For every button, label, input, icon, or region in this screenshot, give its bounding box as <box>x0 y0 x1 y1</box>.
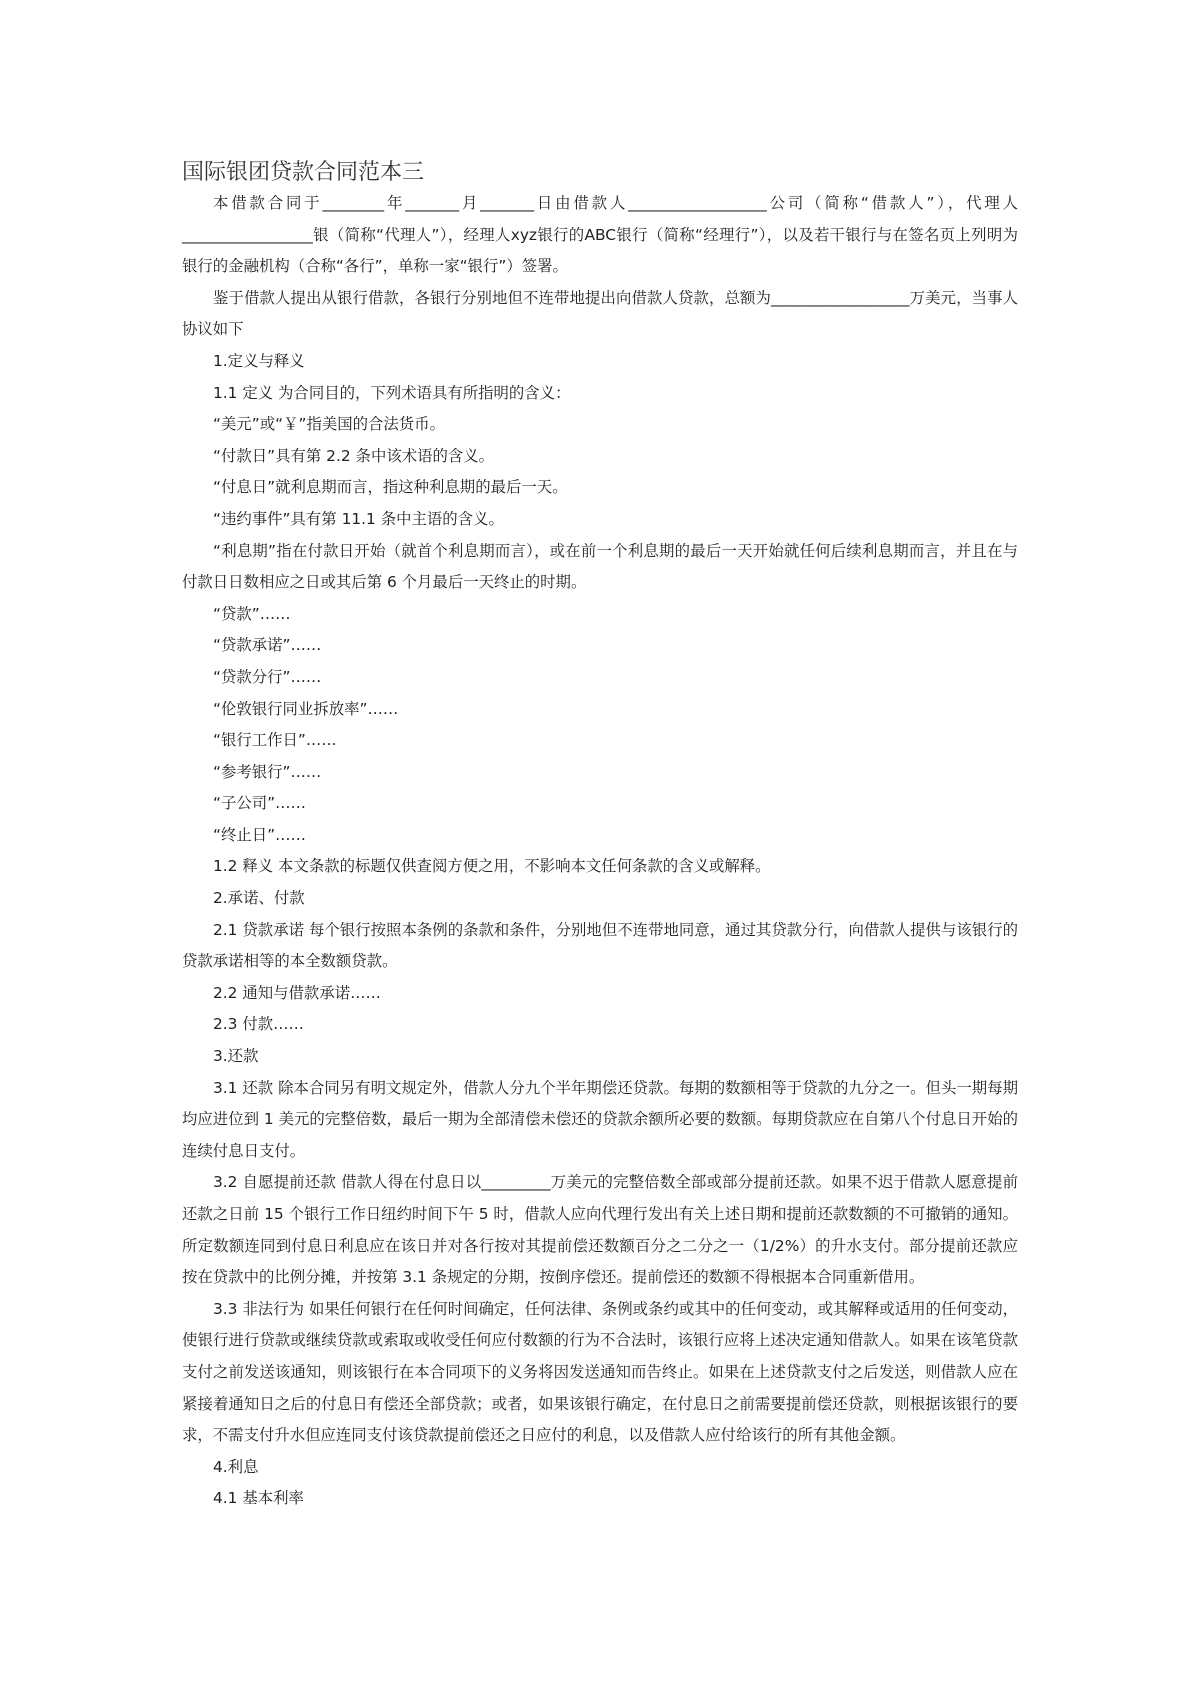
paragraph: “付息日”就利息期而言，指这种利息期的最后一天。 <box>213 478 568 497</box>
paragraph: 3.还款 <box>213 1047 259 1066</box>
paragraph: 1.2 释义 本文条款的标题仅供查阅方便之用，不影响本文任何条款的含义或解释。 <box>213 857 771 876</box>
paragraph: 2.1 贷款承诺 每个银行按照本条例的条款和条件，分别地但不连带地同意，通过其贷款分行，向借款人提供与该银行的贷款承诺相等的本全数额贷款。 <box>182 920 1018 971</box>
paragraph: 4.1 基本利率 <box>213 1489 304 1508</box>
paragraph: 2.2 通知与借款承诺…… <box>213 983 381 1002</box>
paragraph: 3.1 还款 除本合同另有明文规定外，借款人分九个半年期偿还贷款。每期的数额相等于贷款的九分之一。但头一期每期均应进位到 1 美元的完整倍数，最后一期为全部清偿未偿还的贷款余额所必要的数额。每期贷款应在自第八个付息日开始的连续付息日支付。 <box>182 1078 1018 1160</box>
paragraph: 1.定义与释义 <box>213 351 305 370</box>
document-title: 国际银团贷款合同范本三 <box>182 160 425 185</box>
paragraph: “终止日”…… <box>213 825 306 844</box>
paragraph-list <box>182 188 1018 1515</box>
paragraph: 鉴于借款人提出从银行借款，各银行分别地但不连带地提出向借款人贷款，总额为__________________万美元，当事人协议如下 <box>182 288 1018 339</box>
paragraph: “美元”或“￥”指美国的合法货币。 <box>213 415 445 434</box>
paragraph: 2.3 付款…… <box>213 1015 304 1034</box>
paragraph: 1.1 定义 为合同目的，下列术语具有所指明的含义： <box>213 383 571 402</box>
paragraph: “利息期”指在付款日开始（就首个利息期而言），或在前一个利息期的最后一天开始就任何后续利息期而言，并且在与付款日日数相应之日或其后第 6 个月最后一天终止的时期。 <box>182 541 1018 592</box>
paragraph: “参考银行”…… <box>213 762 322 781</box>
paragraph: 本借款合同于________年_______月_______日由借款人__________________公司（简称“借款人”），代理人_________________银（简称“代理人”），经理人xyz银行的ABC银行（简称“经理行”），以及若干银行与在签名页上列明为银行的金融机构（合称“各行”，单称一家“银行”）签署。 <box>182 194 1018 276</box>
paragraph: 3.2 自愿提前还款 借款人得在付息日以_________万美元的完整倍数全部或部分提前还款。如果不迟于借款人愿意提前还款之日前 15 个银行工作日纽约时间下午 5 时，借款人应向代理行发出有关上述日期和提前还款数额的不可撤销的通知。所定数额连同到付息日利息应在该日并对各行按对其提前偿还数额百分之二分之一（1/2%）的升水支付。部分提前还款应按在贷款中的比例分摊，并按第 3.1 条规定的分期，按倒序偿还。提前偿还的数额不得根据本合同重新借用。 <box>182 1173 1018 1287</box>
paragraph: “贷款承诺”…… <box>213 636 322 655</box>
paragraph: 3.3 非法行为 如果任何银行在任何时间确定，任何法律、条例或条约或其中的任何变动，或其解释或适用的任何变动，使银行进行贷款或继续贷款或索取或收受任何应付数额的行为不合法时，该银行应将上述决定通知借款人。如果在该笔贷款支付之前发送该通知，则该银行在本合同项下的义务将因发送通知而告终止。如果在上述贷款支付之后发送，则借款人应在紧接着通知日之后的付息日有偿还全部贷款；或者，如果该银行确定，在付息日之前需要提前偿还贷款，则根据该银行的要求，不需支付升水但应连同支付该贷款提前偿还之日应付的利息，以及借款人应付给该行的所有其他金额。 <box>182 1299 1018 1445</box>
paragraph: “银行工作日”…… <box>213 731 337 750</box>
paragraph: “子公司”…… <box>213 794 306 813</box>
document-body <box>182 158 1018 1515</box>
paragraph: “伦敦银行同业拆放率”…… <box>213 699 399 718</box>
paragraph: 2.承诺、付款 <box>213 889 305 908</box>
paragraph: “贷款”…… <box>213 604 291 623</box>
paragraph: “贷款分行”…… <box>213 667 322 686</box>
paragraph: “付款日”具有第 2.2 条中该术语的含义。 <box>213 446 495 465</box>
paragraph: 4.利息 <box>213 1457 259 1476</box>
paragraph: “违约事件”具有第 11.1 条中主语的含义。 <box>213 509 504 528</box>
